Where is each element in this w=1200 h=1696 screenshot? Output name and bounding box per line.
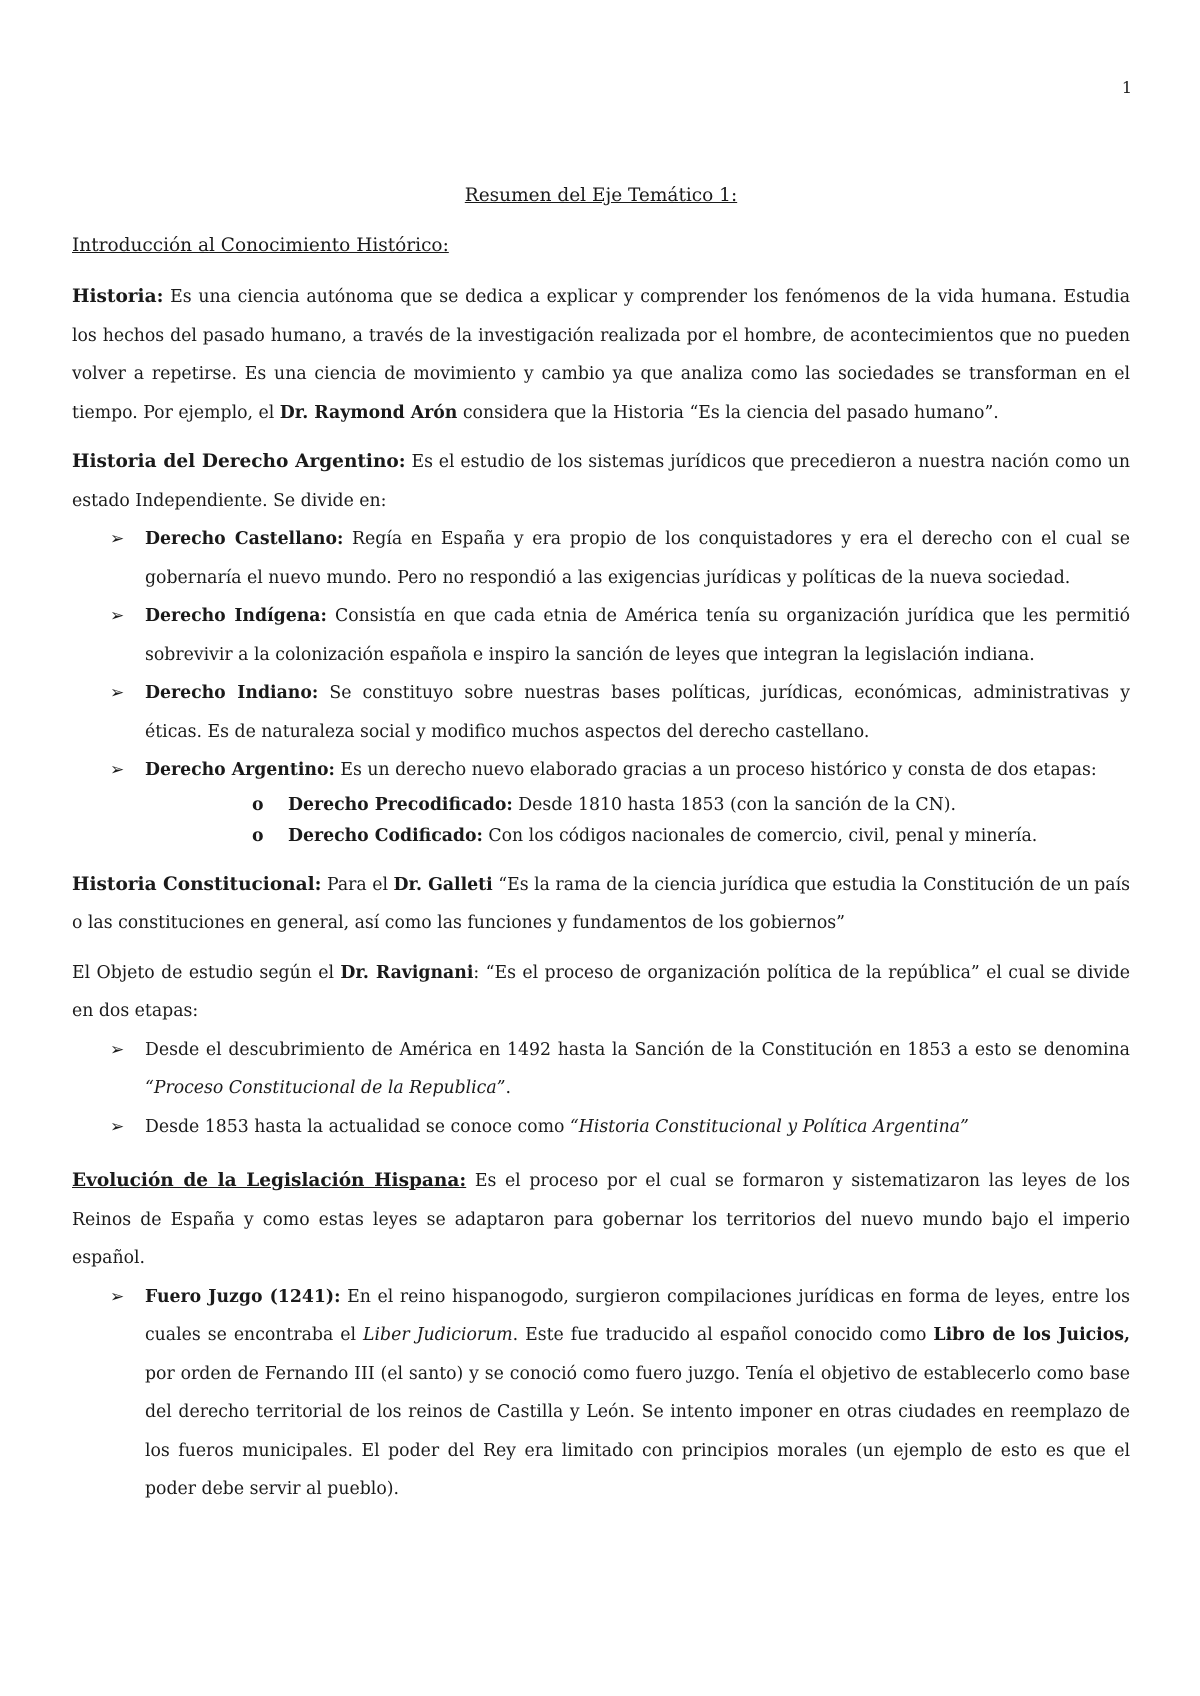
list-item [72,821,1130,852]
circle-bullet-icon: o [252,825,264,846]
section-subtitle: Introducción al Conocimiento Histórico: [72,235,449,256]
arrow-bullet-icon: ➢ [110,760,125,780]
historia-label: Historia: [72,286,164,307]
arrow-bullet-icon: ➢ [110,1286,125,1307]
fuero-text-1: En el reino hispanogodo, surgieron compilaciones jurídicas en forma de leyes, entre los cuales se encontraba el [145,1286,1130,1345]
etapas-const-list [72,1031,1130,1147]
etapas-derecho-list [72,790,1130,852]
list-item-text: Desde 1853 hasta la actualidad se conoce como [145,1116,570,1137]
list-item-label: Derecho Castellano: [145,529,344,549]
historia-text-2: considera que la Historia “Es la ciencia del pasado humano”. [457,402,999,423]
list-item-text: Consistía en que cada etnia de América tenía su organización jurídica que les permitió sobrevivir a la colonización española e inspiro la sanción de leyes que integran la legislación indiana. [145,606,1130,665]
hc-pre: Para el [321,874,394,895]
fuero-label: Fuero Juzgo (1241): [145,1286,341,1307]
list-item-label: Derecho Indiano: [145,683,319,703]
list-item-text: Es un derecho nuevo elaborado gracias a un proceso histórico y consta de dos etapas: [334,760,1097,780]
list-item-tail: . [505,1078,512,1098]
objeto-pre: El Objeto de estudio según el [72,962,341,983]
historia-text-1: Es una ciencia autónoma que se dedica a explicar y comprender los fenómenos de la vida humana. Estudia los hechos del pasado humano, a través de la investigación realizada por el hombre, de acontecimientos que no pueden volver a repetirse. Es una ciencia de movimiento y cambio ya que analiza como las sociedades se transforman en el tiempo. Por ejemplo, el [72,287,1130,423]
list-item-label: Derecho Argentino: [145,760,335,780]
list-item [72,597,1130,674]
list-item-text: Desde 1810 hasta 1853 (con la sanción de la CN). [512,794,956,815]
evolucion-label: Evolución de la Legislación Hispana: [72,1170,467,1191]
arrow-bullet-icon: ➢ [110,606,125,626]
evolucion-text: Es el proceso por el cual se formaron y sistematizaron las leyes de los Reinos de España y como estas leyes se adaptaron para gobernar los territorios del nuevo mundo bajo el imperio español. [72,1171,1130,1268]
list-item [72,751,1130,790]
arrow-bullet-icon: ➢ [110,683,125,703]
historia-author: Dr. Raymond Arón [279,402,458,423]
list-item-text: Regía en España y era propio de los conquistadores y era el derecho con el cual se gobernaría el nuevo mundo. Pero no respondió a las exigencias jurídicas y políticas de la nueva sociedad. [145,529,1130,588]
list-item [72,1108,1130,1147]
hc-paragraph [72,866,1130,943]
hda-paragraph [72,443,1130,520]
historia-paragraph [72,278,1130,432]
evolucion-paragraph [72,1162,1130,1278]
arrow-bullet-icon: ➢ [110,529,125,549]
list-item [72,790,1130,821]
fuero-italic: Liber Judiciorum [363,1325,513,1345]
objeto-paragraph [72,954,1130,1031]
arrow-bullet-icon: ➢ [110,1116,125,1137]
list-item-label: Derecho Codificado: [288,825,483,846]
list-item-text: Se constituyo sobre nuestras bases políticas, jurídicas, económicas, administrativas y éticas. Es de naturaleza social y modifico muchos aspectos del derecho castellano. [145,683,1130,742]
list-item-text: Desde el descubrimiento de América en 1492 hasta la Sanción de la Constitución en 1853 a esto se denomina [145,1039,1130,1060]
fuero-list [72,1278,1130,1509]
list-item-label: Derecho Precodificado: [288,794,513,815]
list-item-text: Con los códigos nacionales de comercio, civil, penal y minería. [482,825,1038,846]
list-item [72,674,1130,751]
document-body [72,185,1130,1509]
fuero-text-3: por orden de Fernando III (el santo) y se conoció como fuero juzgo. Tenía el objetivo de establecerlo como base del derecho territorial de los reinos de Castilla y León. Se intento imponer en otras ciudades en reemplazo de los fueros municipales. El poder del Rey era limitado con principios morales (un ejemplo de esto es que el poder debe servir al pueblo). [145,1363,1130,1499]
fuero-text-2: . Este fue traducido al español conocido como [512,1325,934,1345]
list-item-italic: “Historia Constitucional y Política Argentina” [569,1116,969,1137]
arrow-bullet-icon: ➢ [110,1039,125,1060]
hc-label: Historia Constitucional: [72,873,322,895]
derechos-list [72,520,1130,790]
objeto-author: Dr. Ravignani [340,962,474,983]
circle-bullet-icon: o [252,794,264,815]
page-title: Resumen del Eje Temático 1: [464,185,738,206]
hc-text: “Es la rama de la ciencia jurídica que estudia la Constitución de un país o las constituciones en general, así como las funciones y fundamentos de los gobiernos” [72,874,1131,933]
list-item-italic: “Proceso Constitucional de la Republica” [145,1078,506,1098]
objeto-text: : “Es el proceso de organización política de la república” el cual se divide en dos etapas: [72,962,1131,1021]
hc-author: Dr. Galleti [393,874,493,895]
list-item [72,520,1130,597]
hda-text: Es el estudio de los sistemas jurídicos que precedieron a nuestra nación como un estado Independiente. Se divide en: [72,452,1130,511]
page-number: 1 [1121,78,1132,97]
list-item [72,1031,1130,1108]
list-item [72,1278,1130,1509]
fuero-bold: Libro de los Juicios, [933,1325,1130,1345]
list-item-label: Derecho Indígena: [145,606,327,626]
hda-label: Historia del Derecho Argentino: [72,451,406,472]
